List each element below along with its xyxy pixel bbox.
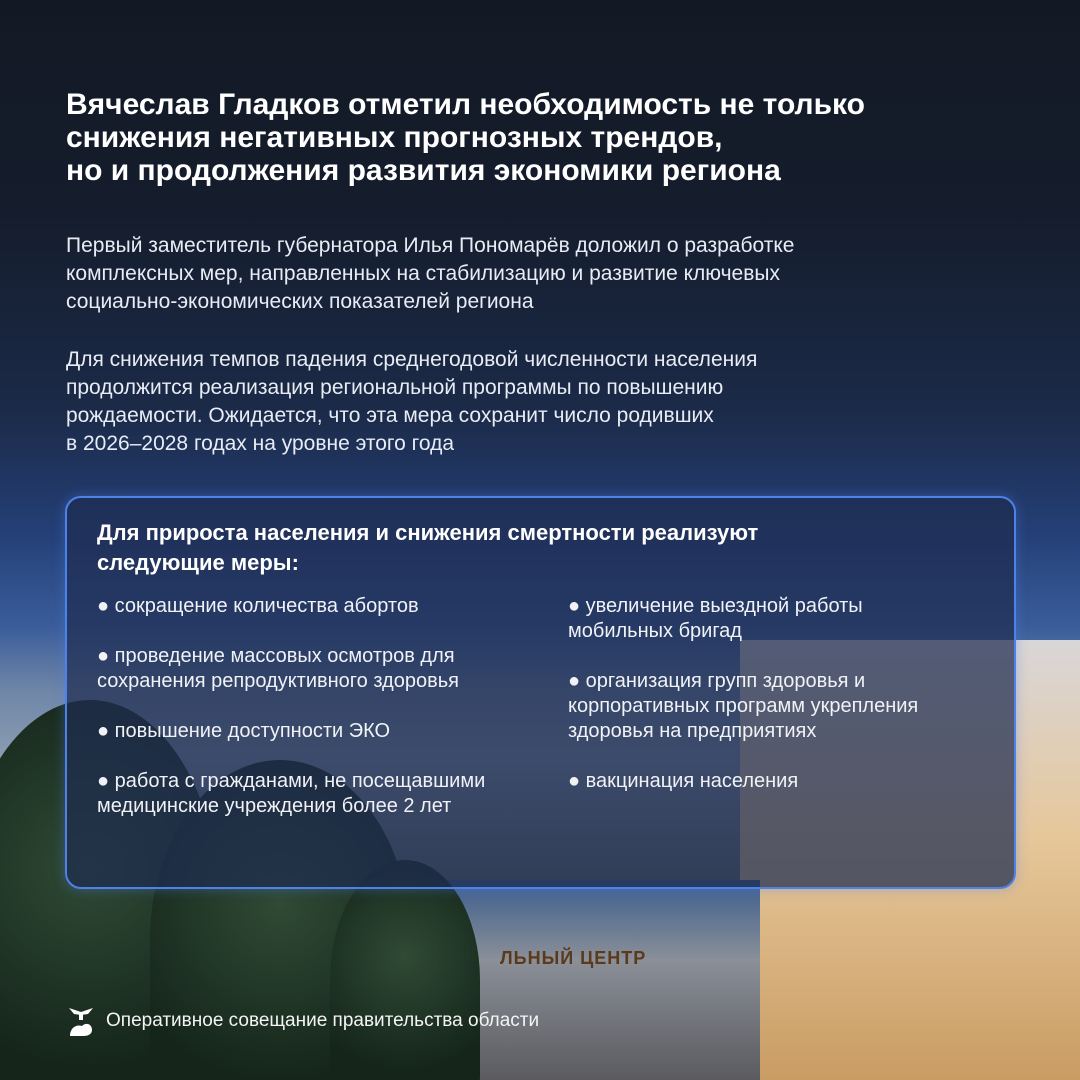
text-line: Первый заместитель губернатора Илья Пономарёв доложил о разработке bbox=[66, 234, 795, 257]
text-line: продолжится реализация региональной программы по повышению bbox=[66, 376, 724, 399]
footer bbox=[66, 1004, 539, 1038]
measures-right-column bbox=[568, 594, 1008, 819]
list-item: ● повышение доступности ЭКО bbox=[97, 720, 391, 742]
region-emblem-icon bbox=[66, 1004, 96, 1038]
heading-line: Для прироста населения и снижения смертности реализуют bbox=[97, 520, 759, 545]
measures-card bbox=[65, 496, 1016, 889]
building-sign: ЛЬНЫЙ ЦЕНТР bbox=[500, 948, 647, 968]
title-line: но и продолжения развития экономики региона bbox=[66, 154, 781, 187]
text-line: рождаемости. Ожидается, что эта мера сохранит число родивших bbox=[66, 404, 714, 427]
paragraph-2 bbox=[66, 346, 1026, 458]
page-title bbox=[66, 88, 1026, 187]
title-line: Вячеслав Гладков отметил необходимость не только bbox=[66, 88, 865, 121]
list-item: ● организация групп здоровья и корпоративных программ укрепления здоровья на предприятиях bbox=[568, 670, 919, 742]
text-line: комплексных мер, направленных на стабилизацию и развитие ключевых bbox=[66, 262, 780, 285]
footer-text: Оперативное совещание правительства области bbox=[106, 1010, 540, 1031]
heading-line: следующие меры: bbox=[97, 550, 299, 575]
measures-heading bbox=[97, 518, 977, 578]
text-line: Для снижения темпов падения среднегодовой численности населения bbox=[66, 348, 758, 371]
title-line: снижения негативных прогнозных трендов, bbox=[66, 121, 723, 154]
list-item: ● сокращение количества абортов bbox=[97, 595, 419, 617]
list-item: ● вакцинация населения bbox=[568, 770, 799, 792]
list-item: ● проведение массовых осмотров для сохранения репродуктивного здоровья bbox=[97, 645, 459, 692]
measures-left-column bbox=[97, 594, 537, 844]
list-item: ● увеличение выездной работы мобильных бригад bbox=[568, 595, 863, 642]
paragraph-1 bbox=[66, 232, 1026, 316]
list-item: ● работа с гражданами, не посещавшими медицинские учреждения более 2 лет bbox=[97, 770, 486, 817]
text-line: в 2026–2028 годах на уровне этого года bbox=[66, 432, 454, 455]
text-line: социально-экономических показателей региона bbox=[66, 290, 534, 313]
